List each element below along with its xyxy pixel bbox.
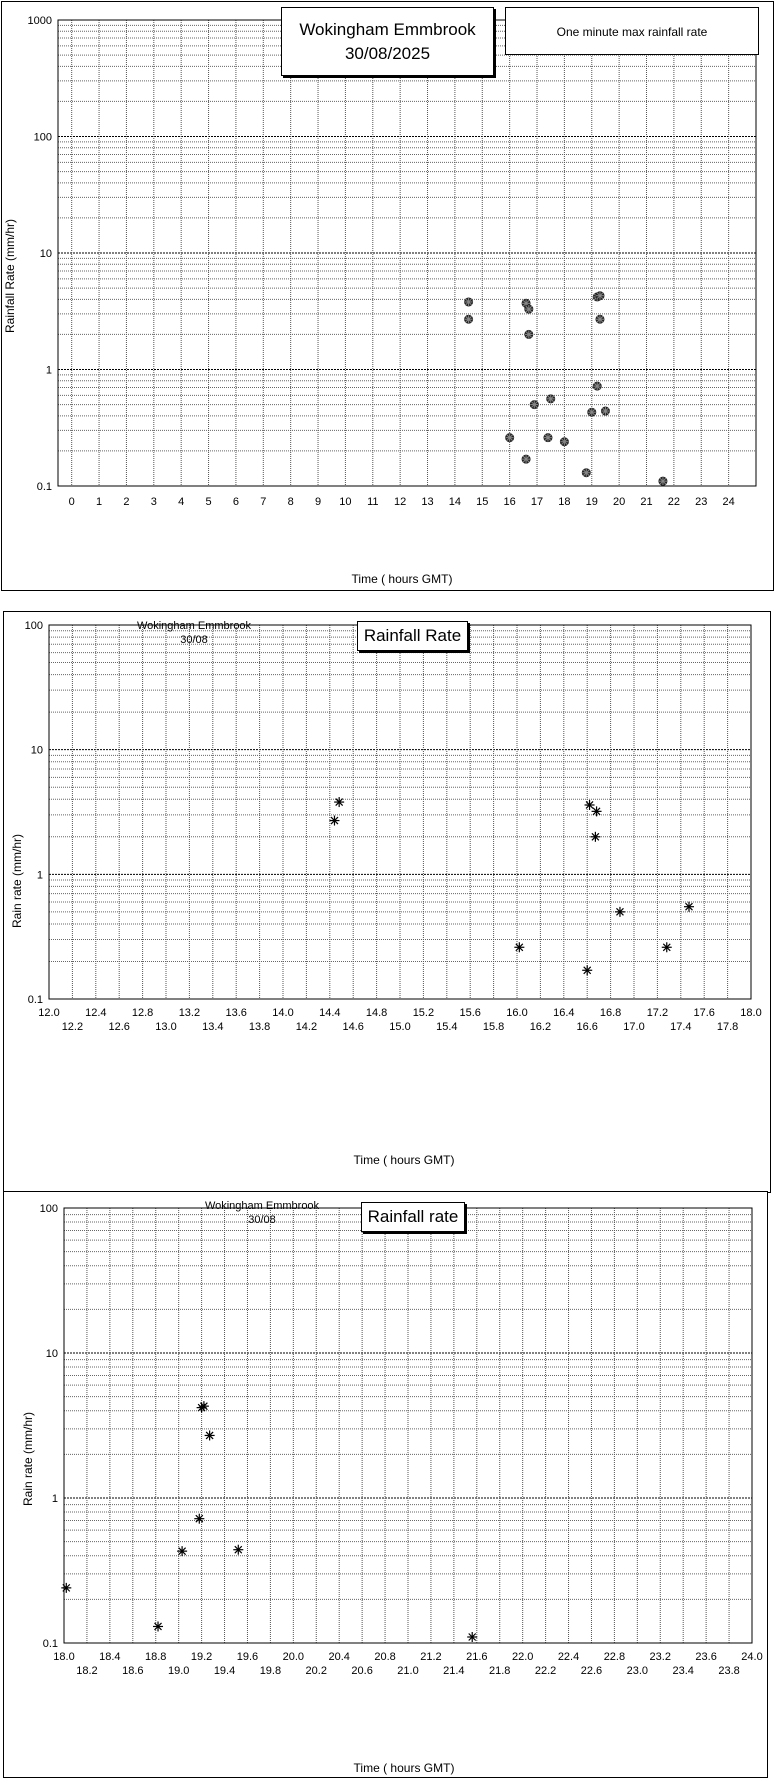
x-tick-label: 17.0 xyxy=(623,1021,645,1033)
x-tick-label: 16 xyxy=(503,496,516,508)
data-point xyxy=(524,305,533,314)
x-tick-label: 13 xyxy=(421,496,434,508)
x-tick-label: 15.6 xyxy=(459,1007,481,1019)
x-tick-label: 21.8 xyxy=(489,1665,511,1677)
x-tick-label: 17.8 xyxy=(716,1021,739,1033)
data-point xyxy=(522,455,531,464)
x-tick-label: 14.0 xyxy=(272,1007,294,1019)
x-tick-label: 16.6 xyxy=(576,1021,598,1033)
data-point xyxy=(543,433,552,442)
x-tick-label: 0 xyxy=(68,496,75,508)
x-tick-label: 17.2 xyxy=(646,1007,669,1019)
x-tick-label: 24 xyxy=(722,496,735,508)
chart-title-box xyxy=(281,7,494,76)
x-tick-label: 12.8 xyxy=(131,1007,154,1019)
data-point xyxy=(61,1583,71,1593)
x-tick-label: 18.6 xyxy=(122,1665,144,1677)
x-tick-label: 20.6 xyxy=(351,1665,373,1677)
x-tick-label: 23.6 xyxy=(695,1651,717,1663)
x-tick-label: 22.6 xyxy=(580,1665,603,1677)
data-point xyxy=(595,291,604,300)
x-tick-label: 12 xyxy=(394,496,407,508)
site-label xyxy=(119,619,269,647)
x-tick-label: 18 xyxy=(558,496,571,508)
y-axis-label: Rainfall Rate (mm/hr) xyxy=(3,218,17,334)
chart-panel-evening xyxy=(3,1191,768,1778)
x-tick-label: 15.8 xyxy=(482,1021,505,1033)
x-tick-label: 23.2 xyxy=(649,1651,671,1663)
x-tick-label: 21.2 xyxy=(420,1651,442,1663)
x-tick-label: 15.2 xyxy=(412,1007,435,1019)
x-tick-label: 23.0 xyxy=(626,1665,649,1677)
x-axis-label: Time ( hours GMT) xyxy=(353,1153,455,1167)
x-tick-label: 16.4 xyxy=(553,1007,575,1019)
x-axis-label: Time ( hours GMT) xyxy=(353,1761,455,1775)
data-point xyxy=(560,437,569,446)
site-date: 30/08 xyxy=(248,1214,276,1226)
data-point xyxy=(593,382,602,391)
plot-area xyxy=(64,1208,752,1643)
x-tick-label: 24.0 xyxy=(741,1651,763,1663)
site-name: Wokingham Emmbrook xyxy=(136,620,252,632)
chart-title: Rainfall Rate xyxy=(363,626,462,645)
chart-title: Wokingham Emmbrook xyxy=(299,20,476,39)
data-point xyxy=(601,407,610,416)
site-label xyxy=(187,1199,337,1227)
x-tick-label: 11 xyxy=(367,496,379,508)
data-point xyxy=(505,433,514,442)
data-point xyxy=(329,816,339,826)
data-point xyxy=(595,315,604,324)
data-point xyxy=(194,1514,204,1524)
x-tick-label: 12.4 xyxy=(85,1007,107,1019)
x-tick-label: 14.2 xyxy=(295,1021,318,1033)
x-tick-label: 7 xyxy=(260,496,267,508)
legend-box xyxy=(505,7,759,55)
data-point xyxy=(587,408,596,417)
x-tick-label: 21.0 xyxy=(397,1665,419,1677)
y-tick-label: 1 xyxy=(36,869,43,882)
x-tick-label: 19.0 xyxy=(167,1665,190,1677)
x-tick-label: 16.8 xyxy=(599,1007,622,1019)
x-tick-label: 19 xyxy=(585,496,598,508)
x-tick-label: 12.0 xyxy=(38,1007,60,1019)
x-tick-label: 20.0 xyxy=(282,1651,305,1663)
x-tick-label: 19.4 xyxy=(213,1665,236,1677)
x-tick-label: 10 xyxy=(339,496,352,508)
x-tick-label: 22.8 xyxy=(603,1651,626,1663)
x-tick-label: 22.2 xyxy=(534,1665,557,1677)
y-tick-label: 1 xyxy=(45,364,52,377)
data-point xyxy=(524,330,533,339)
x-tick-label: 19.8 xyxy=(259,1665,282,1677)
data-point xyxy=(153,1621,163,1631)
data-point xyxy=(615,907,625,917)
x-tick-label: 23 xyxy=(695,496,708,508)
x-tick-label: 17 xyxy=(530,496,544,508)
data-point xyxy=(582,965,592,975)
y-tick-label: 100 xyxy=(33,131,52,144)
x-tick-label: 14.8 xyxy=(365,1007,388,1019)
y-tick-label: 1000 xyxy=(27,15,52,27)
chart-title-box xyxy=(357,621,468,651)
x-tick-label: 4 xyxy=(178,496,185,508)
y-tick-label: 0.1 xyxy=(42,1638,58,1650)
x-tick-label: 16.0 xyxy=(506,1007,528,1019)
x-tick-label: 13.8 xyxy=(248,1021,271,1033)
x-tick-label: 17.6 xyxy=(693,1007,715,1019)
x-tick-label: 22.0 xyxy=(511,1651,534,1663)
x-tick-label: 21.6 xyxy=(466,1651,488,1663)
data-point xyxy=(582,468,591,477)
y-tick-label: 10 xyxy=(30,744,43,757)
x-tick-label: 19.2 xyxy=(190,1651,213,1663)
x-tick-label: 23.8 xyxy=(718,1665,740,1677)
chart-title-box xyxy=(361,1202,465,1232)
daily-rainfall-chart xyxy=(2,2,775,592)
x-tick-label: 8 xyxy=(287,496,294,508)
x-tick-label: 3 xyxy=(150,496,157,508)
y-tick-label: 100 xyxy=(24,620,43,632)
x-tick-label: 16.2 xyxy=(529,1021,552,1033)
x-tick-label: 18.2 xyxy=(76,1665,98,1677)
x-tick-label: 6 xyxy=(232,496,239,508)
x-tick-label: 14 xyxy=(448,496,462,508)
x-tick-label: 20 xyxy=(613,496,626,508)
x-tick-label: 13.6 xyxy=(225,1007,247,1019)
y-tick-label: 1 xyxy=(51,1493,58,1505)
x-tick-label: 12.6 xyxy=(108,1021,130,1033)
x-tick-label: 20.2 xyxy=(305,1665,327,1677)
site-date: 30/08 xyxy=(180,634,208,646)
x-tick-label: 12.2 xyxy=(61,1021,84,1033)
x-tick-label: 15 xyxy=(476,496,489,508)
y-axis-label: Rain rate (mm/hr) xyxy=(10,834,24,929)
y-tick-label: 100 xyxy=(39,1203,58,1215)
x-tick-label: 13.0 xyxy=(155,1021,177,1033)
x-tick-label: 14.4 xyxy=(319,1007,341,1019)
x-tick-label: 18.8 xyxy=(145,1651,167,1663)
x-tick-label: 9 xyxy=(314,496,322,508)
data-point xyxy=(658,477,667,486)
x-tick-label: 1 xyxy=(95,496,103,508)
y-axis-label: Rain rate (mm/hr) xyxy=(21,1412,35,1507)
chart-panel-afternoon xyxy=(3,611,771,1193)
legend-label: One minute max rainfall rate xyxy=(556,25,708,39)
data-point xyxy=(684,902,694,912)
x-tick-label: 15.0 xyxy=(389,1021,411,1033)
afternoon-rainfall-chart xyxy=(4,612,772,1194)
x-tick-label: 13.2 xyxy=(178,1007,201,1019)
x-axis-label: Time ( hours GMT) xyxy=(351,572,453,586)
data-point xyxy=(467,1632,477,1642)
data-point xyxy=(464,297,473,306)
x-tick-label: 18.0 xyxy=(53,1651,75,1663)
x-tick-label: 21 xyxy=(640,496,653,508)
data-point xyxy=(546,394,555,403)
x-tick-label: 15.4 xyxy=(436,1021,458,1033)
x-tick-label: 18.0 xyxy=(740,1007,762,1019)
y-tick-label: 10 xyxy=(45,1348,58,1360)
x-tick-label: 19.6 xyxy=(236,1651,259,1663)
x-tick-label: 5 xyxy=(205,496,212,508)
chart-title: Rainfall rate xyxy=(367,1207,459,1226)
data-point xyxy=(592,806,602,816)
data-point xyxy=(530,400,539,409)
y-tick-label: 10 xyxy=(39,248,52,260)
x-tick-label: 17.4 xyxy=(670,1021,692,1033)
x-tick-label: 13.4 xyxy=(202,1021,224,1033)
x-tick-label: 20.4 xyxy=(328,1651,350,1663)
data-point xyxy=(334,797,344,807)
data-point xyxy=(590,832,600,842)
evening-rainfall-chart xyxy=(4,1192,769,1779)
x-tick-label: 14.6 xyxy=(342,1021,364,1033)
y-tick-label: 0.1 xyxy=(27,994,43,1006)
x-tick-label: 22.4 xyxy=(557,1651,580,1663)
data-point xyxy=(464,315,473,324)
data-point xyxy=(233,1545,243,1555)
x-tick-label: 22 xyxy=(667,496,681,508)
y-tick-label: 0.1 xyxy=(36,481,52,493)
x-tick-label: 18.4 xyxy=(99,1651,121,1663)
x-tick-label: 23.4 xyxy=(672,1665,694,1677)
chart-date: 30/08/2025 xyxy=(344,44,431,63)
chart-panel-daily xyxy=(1,1,774,591)
data-point xyxy=(662,942,672,952)
site-name: Wokingham Emmbrook xyxy=(204,1200,320,1212)
x-tick-label: 21.4 xyxy=(443,1665,465,1677)
x-tick-label: 20.8 xyxy=(374,1651,396,1663)
x-tick-label: 2 xyxy=(123,496,130,508)
data-point xyxy=(205,1430,215,1440)
data-point xyxy=(514,942,524,952)
